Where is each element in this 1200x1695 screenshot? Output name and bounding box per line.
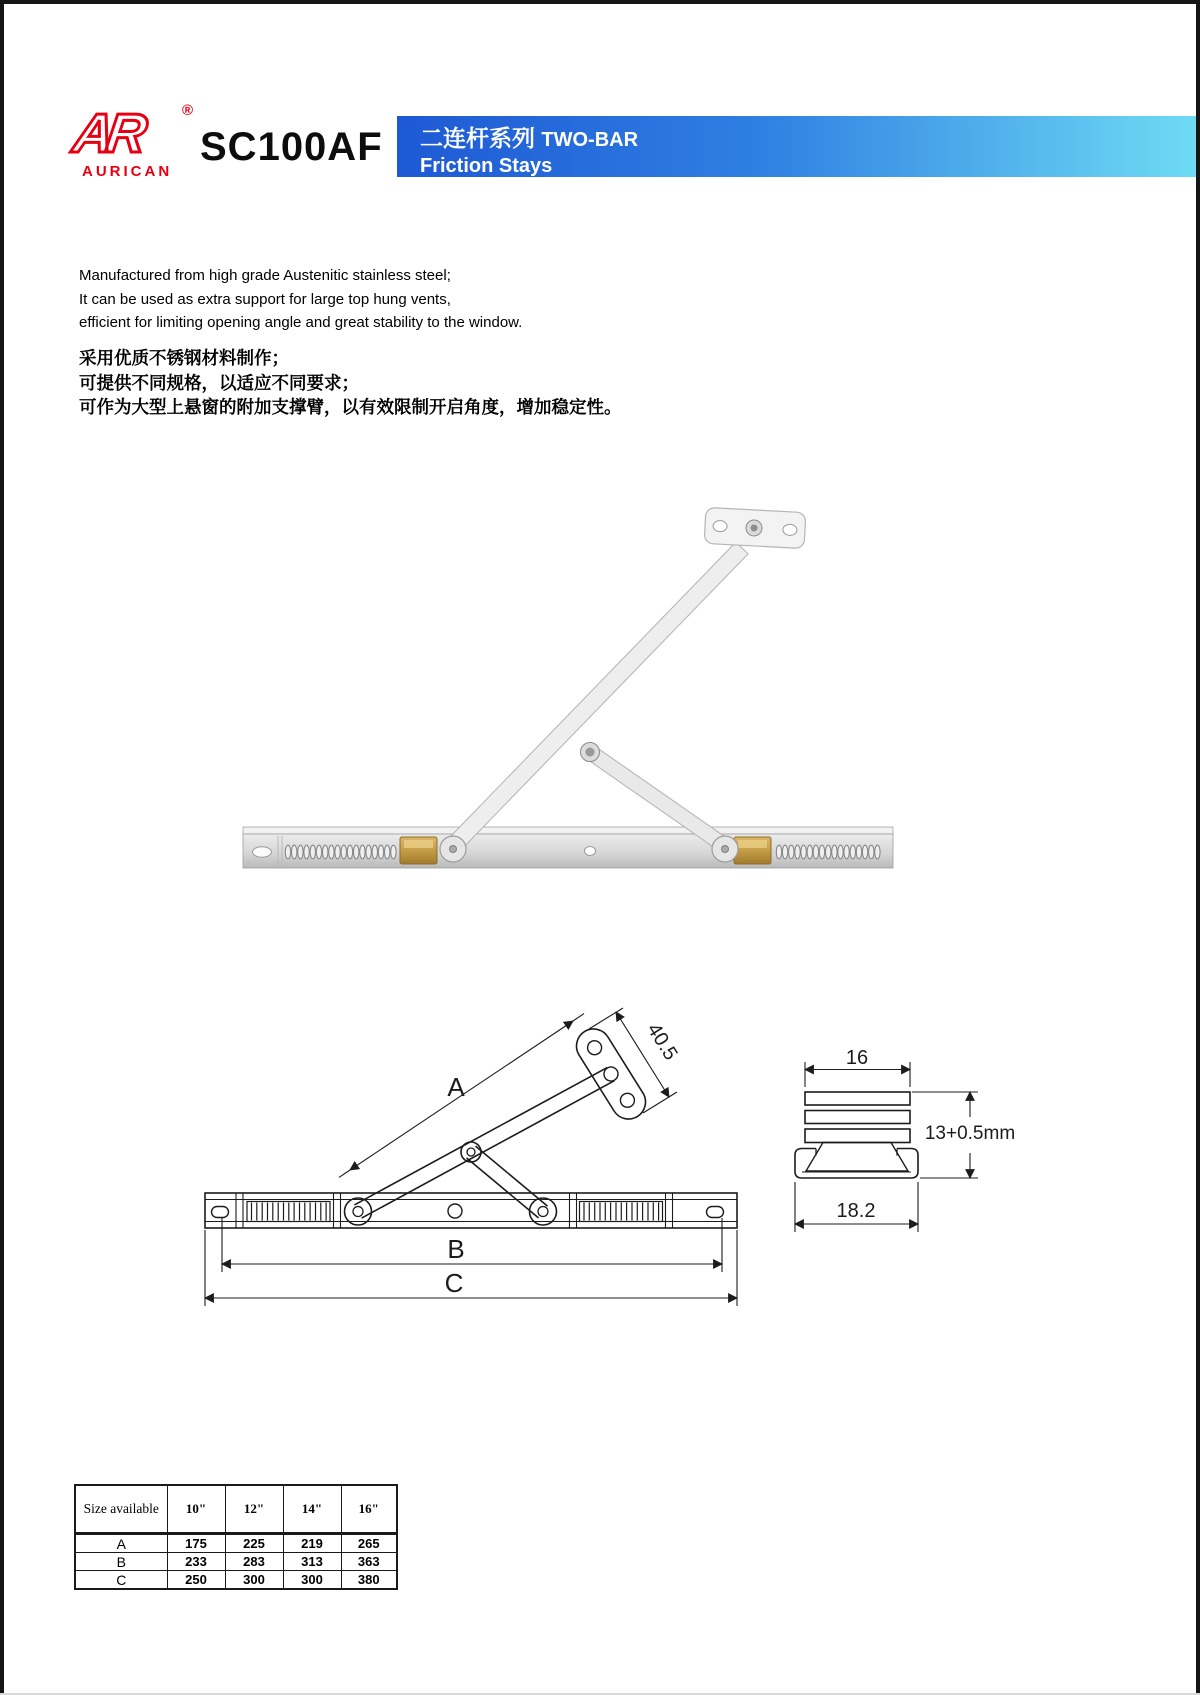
size-value: 225 [225,1534,283,1553]
drawing-teeth-right [584,1203,659,1221]
row-label: C [75,1571,167,1590]
description-line: 可提供不同规格，以适应不同要求； [79,372,359,393]
description-line: 可作为大型上悬窗的附加支撑臂，以有效限制开启角度，增加稳定性。 [79,397,622,417]
series-subtitle: Friction Stays [420,155,553,177]
size-value: 219 [283,1534,341,1553]
section-view [795,1092,918,1178]
drawing-teeth-left [252,1203,327,1221]
track-screw-slot [585,847,596,856]
page-border-left [0,0,4,1695]
track-teeth-right [776,845,880,859]
size-value: 313 [283,1553,341,1571]
drawing-top-plate [570,1023,652,1126]
size-value: 300 [225,1571,283,1590]
description-line: efficient for limiting opening angle and great stability to the window. [79,314,523,331]
description-chinese [79,346,622,420]
photo-main-arm [447,542,748,852]
size-table-header-cell: Size available [75,1485,167,1534]
series-title-zh: 二连杆系列 [420,125,535,151]
photo-knee-rivet [581,743,600,762]
photo-track [243,827,893,868]
row-label: A [75,1534,167,1553]
brand-name: AURICAN [82,163,173,180]
size-table-header-row [75,1485,397,1534]
dimension-label-a: A [447,1072,465,1102]
dimension-label-16: 16 [845,1047,869,1069]
size-table-row-b [75,1553,397,1571]
dimension-label-plate: 40.5 [642,1019,682,1065]
size-table-row-c [75,1571,397,1590]
row-label: B [75,1553,167,1571]
size-value: 380 [341,1571,397,1590]
size-table-row-a [75,1534,397,1553]
track-screw-slot [253,847,272,857]
dimension-label-height: 13+0.5mm [924,1123,1016,1144]
drawing-support-arm [467,1146,548,1218]
description-english [79,264,522,335]
page-border-top [0,0,1200,4]
size-value: 300 [283,1571,341,1590]
product-code-title: SC100AF [200,125,383,169]
dimension-b [222,1218,722,1272]
description-line: It can be used as extra support for large top hung vents, [79,290,451,308]
product-photo [230,425,900,880]
size-value: 250 [167,1571,225,1590]
series-title-en: TWO-BAR [541,129,639,151]
dimension-label-18-2: 18.2 [836,1200,876,1222]
size-value: 363 [341,1553,397,1571]
size-table-header-cell: 10" [167,1485,225,1534]
size-value: 283 [225,1553,283,1571]
size-table-header-cell: 16" [341,1485,397,1534]
size-value: 175 [167,1534,225,1553]
size-value: 265 [341,1534,397,1553]
size-table-header-cell: 14" [283,1485,341,1534]
page-border-right [1196,0,1200,1695]
photo-pivot-left [440,836,466,862]
series-title-line [420,124,1196,154]
size-table [74,1484,398,1590]
photo-top-bracket [704,507,806,548]
dimension-label-c: C [444,1268,464,1298]
technical-drawing [160,920,1060,1320]
description-line: Manufactured from high grade Austenitic stainless steel; [79,267,451,284]
brand-logo-monogram: AR [69,102,144,164]
series-banner [397,116,1196,177]
drawing-main-arm [354,1067,614,1218]
photo-pivot-right [712,836,738,862]
dimension-label-b: B [447,1234,465,1264]
description-line: 采用优质不锈钢材料制作； [79,348,289,368]
registered-trademark-icon: ® [182,102,194,119]
drawing-track [205,1193,737,1228]
size-value: 233 [167,1553,225,1571]
dimension-c [205,1230,737,1306]
size-table-header-cell: 12" [225,1485,283,1534]
